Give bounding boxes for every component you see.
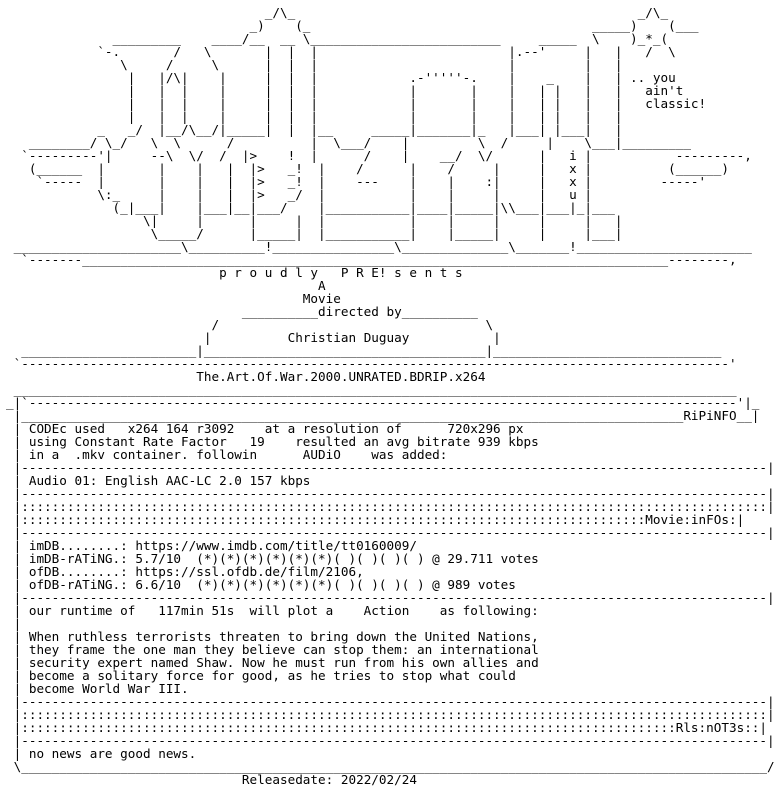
releasedate-label: Releasedate: [6,772,341,787]
nfo-document [6,6,775,786]
art-line: (______ | | | | |> _! | / | / | | x | (______) [6,161,729,176]
codec-line: | CODEc used x264 164 r3092 at a resolution of 720x296 px [6,421,524,436]
plot-line: | they frame the one man they believe can stop them: an international [6,642,539,657]
imdb-line: | imDB........: https://www.imdb.com/title/tt0160009/ [6,538,417,553]
art-line: | | | | | | | | | | | | | | [6,109,623,124]
info-box [6,395,775,774]
presents-line: p r o u d l y P R E! s e n t s [6,265,463,280]
art-line: | | | | | | | | | | | | | | classic! [6,96,707,111]
separator: |--------------------------------------------------------------------------------------------------| [6,460,775,475]
ofdb-rating: | ofDB-rATiNG.: 6.6/10 (*)(*)(*)(*)(*)(*)( )( )( )( ) @ 989 votes [6,577,516,592]
news-line: | no news are good news. [6,746,197,761]
a-line: A [6,278,326,293]
separator: |--------------------------------------------------------------------------------------------------| [6,733,775,748]
ripinfo-header: |_______________________________________________________________________________________RiPiNFO__| [6,408,760,423]
dotted-row: |::::::::::::::::::::::::::::::::::::::::::::::::::::::::::::::::::::::::::::::::::::::::::::::::::| [6,707,775,722]
imdb-rating: | imDB-rATiNG.: 5.7/10 (*)(*)(*)(*)(*)(*)( )( )( )( ) @ 29.711 votes [6,551,539,566]
art-line: ______________________\__________!________________\______________\_______!_______________________ [6,239,752,254]
release-name: The.Art.Of.War.2000.UNRATED.BDRIP.x264 [196,369,486,384]
art-line: `----- | | | | |> _! | --- | | :| | x | -----' [6,174,707,189]
movie-line: Movie [6,291,341,306]
separator: |--------------------------------------------------------------------------------------------------| [6,486,775,501]
art-line: _) (_ _____) (___ [6,18,699,33]
art-line: \| | | | | | | | | | | [6,213,623,228]
codec-line: | using Constant Rate Factor 19 resulted an avg bitrate 939 kbps [6,434,539,449]
movie-info-header: |::::::::::::::::::::::::::::::::::::::::::::::::::::::::::::::::::::::::::::::::::Movie:inFOs:| [6,512,745,527]
art-line: | | | | | | | | | | | | | | ain't [6,83,684,98]
plot-line: | become a solitary force for good, as he tries to stop what could [6,668,516,683]
art-line: `-------_____________________________________________________________________________--------, [6,252,737,267]
release-notes-header: |::::::::::::::::::::::::::::::::::::::::::::::::::::::::::::::::::::::::::::::::::::::Rls:nOT3s::| [6,720,768,735]
art-line: `---------'| --\ \/ / |> ! | / | __/ \/ | i | ---------, [6,148,752,163]
directed-by-line: __________directed by__________ [6,304,478,319]
art-line: ________/ \_/ \ \ / | \___/ | \ / | \___|_________ [6,135,691,150]
art-line: \:_ | | | |> _/ | | | | | u | [6,187,592,202]
director-frame-top: / \ [6,317,494,332]
codec-line: | in a .mkv container. followin AUDiO was added: [6,447,448,462]
director-name: Christian Duguay [287,330,410,345]
runtime-line: | our runtime of 117min 51s will plot a Action as following: [6,603,539,618]
divider: _______________________________________________________________________________________________ [6,382,737,397]
plot-line: | become World War III. [6,681,189,696]
art-line: `-. / \ | | | |.--' | | / \ [6,44,676,59]
director-frame-bottom: _______________________|_____________________________________|______________________________ [6,343,722,358]
art-line: | |/\| | | | | .-'''''-. | _ | | .. you [6,70,676,85]
art-line: \_____/ |_____| |___________| |_____| | |___| [6,226,623,241]
ascii-art-logo [6,5,752,267]
dotted-row: |::::::::::::::::::::::::::::::::::::::::::::::::::::::::::::::::::::::::::::::::::::::::::::::::::| [6,499,775,514]
divider: `---------------------------------------------------------------------------------------------' [6,356,737,371]
separator: |--------------------------------------------------------------------------------------------------| [6,590,775,605]
separator: |--------------------------------------------------------------------------------------------------| [6,694,775,709]
box-top: _|`---------------------------------------------------------------------------------------------'|_ [6,395,760,410]
director-frame-left: | [6,330,288,345]
separator: |--------------------------------------------------------------------------------------------------| [6,525,775,540]
art-line: (_|___| |___|__|___/ |___________|____|_____|\\___|___|_|___ [6,200,615,215]
blank-line: | [6,616,22,631]
plot-line: | When ruthless terrorists threaten to bring down the United Nations, [6,629,539,644]
audio-line: | Audio 01: English AAC-LC 2.0 157 kbps [6,473,311,488]
plot-line: | security expert named Shaw. Now he must run from his own allies and [6,655,539,670]
releasedate-value: 2022/02/24 [340,772,417,787]
art-line: _________ ____/__ __ \_________________________ _____ \ )_*_( [6,31,669,46]
director-frame-right: | [409,330,501,345]
box-bottom: \__________________________________________________________________________________________________/ [6,759,775,774]
art-line: _ _/ |__/\__/|_____| | |__ _____|_______|_ |___| |___| | [6,122,623,137]
art-line: \ / \ | | | | | | [6,57,623,72]
ofdb-line: | ofDB........: https://ssl.ofdb.de/film/2106, [6,564,364,579]
art-line: _/\_ _/\_ [6,5,669,20]
